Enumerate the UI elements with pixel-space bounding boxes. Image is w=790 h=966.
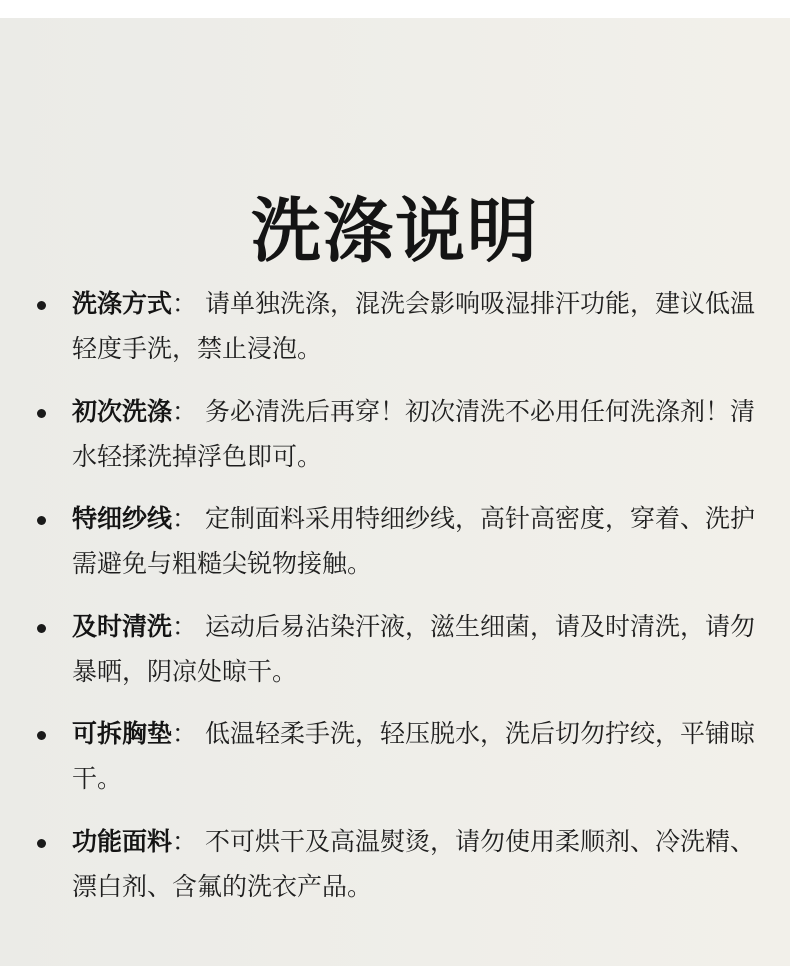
care-item-label: 特细纱线 xyxy=(72,504,173,533)
care-instructions-panel xyxy=(0,18,790,966)
care-item-description: 运动后易沾染汗液，滋生细菌，请及时清洗，请勿暴晒，阴凉处晾干。 xyxy=(72,611,755,686)
care-item-description: 低温轻柔手洗，轻压脱水，洗后切勿拧绞，平铺晾干。 xyxy=(72,719,755,793)
care-item-description: 务必清洗后再穿！初次清洗不必用任何洗涤剂！清水轻揉洗掉浮色即可。 xyxy=(72,396,755,471)
care-item-description: 定制面料采用特细纱线，高针高密度，穿着、洗护需避免与粗糙尖锐物接触。 xyxy=(72,504,755,578)
care-item-wash-method xyxy=(0,281,790,389)
care-item-fine-yarn xyxy=(0,496,790,604)
page-title: 洗涤说明 xyxy=(251,189,539,272)
bullet-dot-icon xyxy=(37,409,46,418)
care-item-label: 可拆胸垫 xyxy=(72,719,173,748)
bullet-dot-icon xyxy=(37,839,46,848)
care-item-text: 洗涤方式： 请单独洗涤，混洗会影响吸湿排汗功能，建议低温轻度手洗，禁止浸泡。 xyxy=(72,289,755,363)
care-item-text: 及时清洗： 运动后易沾染汗液，滋生细菌，请及时清洗，请勿暴晒，阴凉处晾干。 xyxy=(72,611,755,686)
care-item-label: 及时清洗 xyxy=(72,611,173,641)
care-item-label: 初次洗涤 xyxy=(72,396,173,426)
bullet-dot-icon xyxy=(37,301,46,310)
bullet-dot-icon xyxy=(37,516,46,525)
care-item-label: 功能面料 xyxy=(72,826,173,856)
care-item-functional-fabric xyxy=(0,819,790,927)
care-item-text: 特细纱线： 定制面料采用特细纱线，高针高密度，穿着、洗护需避免与粗糙尖锐物接触。 xyxy=(72,504,755,578)
care-item-text: 可拆胸垫： 低温轻柔手洗，轻压脱水，洗后切勿拧绞，平铺晾干。 xyxy=(72,719,755,793)
care-item-description: 请单独洗涤，混洗会影响吸湿排汗功能，建议低温轻度手洗，禁止浸泡。 xyxy=(72,289,755,363)
care-item-text: 功能面料： 不可烘干及高温熨烫，请勿使用柔顺剂、冷洗精、漂白剂、含氟的洗衣产品。 xyxy=(72,826,755,901)
care-item-removable-pads xyxy=(0,711,790,819)
care-instruction-list xyxy=(0,281,790,926)
care-item-text: 初次洗涤： 务必清洗后再穿！初次清洗不必用任何洗涤剂！清水轻揉洗掉浮色即可。 xyxy=(72,396,755,471)
bullet-dot-icon xyxy=(37,731,46,740)
care-item-description: 不可烘干及高温熨烫，请勿使用柔顺剂、冷洗精、漂白剂、含氟的洗衣产品。 xyxy=(72,826,755,901)
care-item-first-wash xyxy=(0,389,790,497)
care-item-timely-wash xyxy=(0,604,790,712)
care-item-label: 洗涤方式 xyxy=(72,289,173,318)
bullet-dot-icon xyxy=(37,624,46,633)
